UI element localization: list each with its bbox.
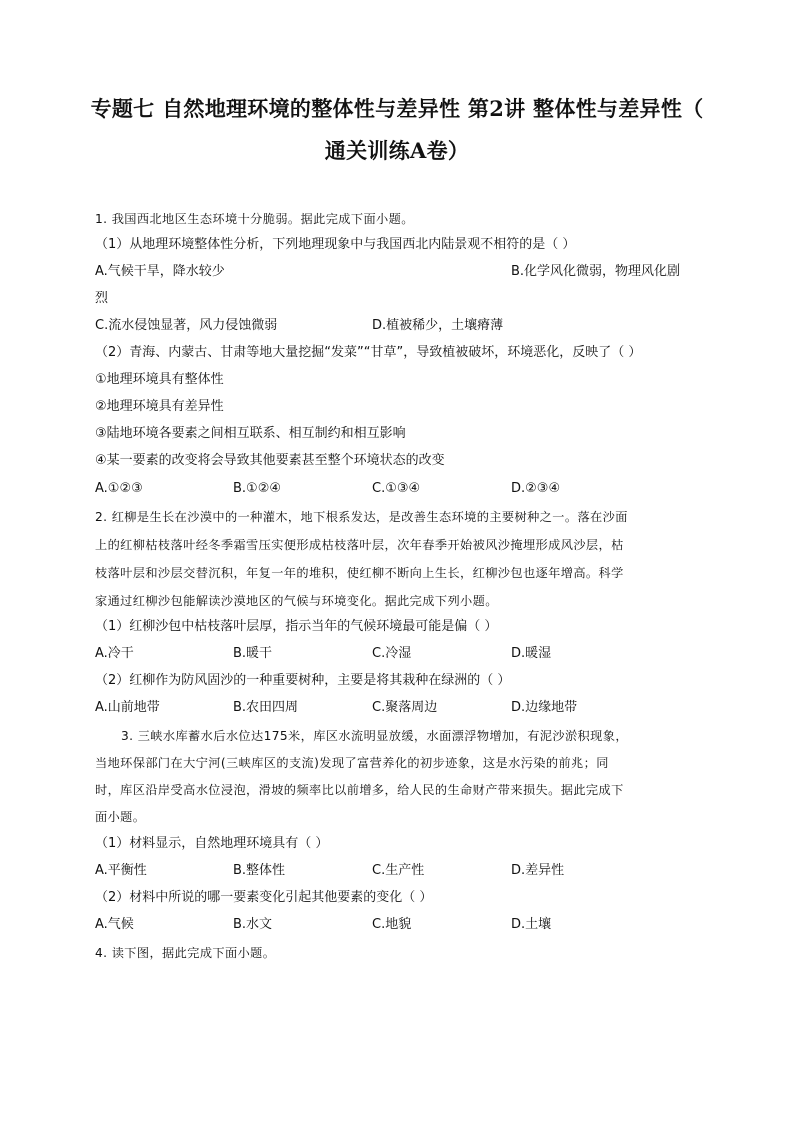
question-2-stem-line-3: 枝落叶层和沙层交替沉积，年复一年的堆积，使红柳不断向上生长，红柳沙包也逐年增高。科学	[95, 566, 624, 580]
option-3-2-c[interactable]: C.地貌	[372, 917, 412, 932]
question-2-2-text: （2）红柳作为防风固沙的一种重要树种，主要是将其栽种在绿洲的（ ）	[95, 673, 511, 688]
option-3-1-a[interactable]: A.平衡性	[95, 863, 147, 878]
option-2-2-b[interactable]: B.农田四周	[233, 700, 299, 715]
statement-3: ③陆地环境各要素之间相互联系、相互制约和相互影响	[95, 426, 406, 441]
option-2-2-a[interactable]: A.山前地带	[95, 700, 160, 715]
question-1-1-text: （1）从地理环境整体性分析，下列地理现象中与我国西北内陆景观不相符的是（ ）	[95, 237, 576, 252]
option-2-1-d[interactable]: D.暖湿	[511, 646, 552, 661]
option-3-2-d[interactable]: D.土壤	[511, 917, 552, 932]
option-1-1-b[interactable]: B.化学风化微弱，物理风化剧	[511, 264, 681, 279]
option-2-1-a[interactable]: A.冷干	[95, 646, 134, 661]
option-1-2-d[interactable]: D.②③④	[511, 481, 561, 496]
option-1-2-b[interactable]: B.①②④	[233, 481, 282, 496]
option-1-1-b-continued: 烈	[95, 291, 109, 306]
question-3-stem-line-2: 当地环保部门在大宁河(三峡库区的支流)发现了富营养化的初步迹象，这是水污染的前兆；同	[95, 756, 609, 770]
question-3-1-text: （1）材料显示，自然地理环境具有（ ）	[95, 836, 329, 851]
statement-4: ④某一要素的改变将会导致其他要素甚至整个环境状态的改变	[95, 453, 445, 468]
question-3-stem-line-1: 3. 三峡水库蓄水后水位达175米，库区水流明显放缓，水面漂浮物增加，有泥沙淤积现象，	[121, 729, 628, 743]
option-1-1-c[interactable]: C.流水侵蚀显著，风力侵蚀微弱	[95, 318, 278, 333]
page-title-line-2: 通关训练A卷）	[324, 138, 470, 163]
question-3-stem-line-4: 面小题。	[95, 810, 146, 824]
option-2-1-c[interactable]: C.冷湿	[372, 646, 412, 661]
option-1-2-a[interactable]: A.①②③	[95, 481, 143, 496]
question-3-stem-line-3: 时，库区沿岸受高水位浸泡，滑坡的频率比以前增多，给人民的生命财产带来损失。据此完成下	[95, 783, 624, 797]
statement-2: ②地理环境具有差异性	[95, 399, 224, 414]
question-2-stem-line-2: 上的红柳枯枝落叶经冬季霜雪压实便形成枯枝落叶层，次年春季开始被风沙掩埋形成风沙层，枯	[95, 538, 624, 552]
option-3-1-d[interactable]: D.差异性	[511, 863, 565, 878]
question-2-1-text: （1）红柳沙包中枯枝落叶层厚，指示当年的气候环境最可能是偏（ ）	[95, 619, 498, 634]
question-4-stem: 4. 读下图，据此完成下面小题。	[95, 946, 276, 960]
question-1-stem: 1. 我国西北地区生态环境十分脆弱。据此完成下面小题。	[95, 212, 414, 226]
question-2-stem-line-1: 2. 红柳是生长在沙漠中的一种灌木，地下根系发达，是改善生态环境的主要树种之一。落在沙面	[95, 510, 628, 524]
question-3-2-text: （2）材料中所说的哪一要素变化引起其他要素的变化（ ）	[95, 890, 433, 905]
option-1-1-d[interactable]: D.植被稀少，土壤瘠薄	[372, 318, 504, 333]
option-3-1-c[interactable]: C.生产性	[372, 863, 425, 878]
option-1-1-a[interactable]: A.气候干旱，降水较少	[95, 264, 225, 279]
question-2-stem-line-4: 家通过红柳沙包能解读沙漠地区的气候与环境变化。据此完成下列小题。	[95, 594, 498, 608]
question-1-2-text: （2）青海、内蒙古、甘肃等地大量挖掘“发菜”“甘草”，导致植被破坏，环境恶化，反映了（ ）	[95, 345, 642, 360]
option-3-1-b[interactable]: B.整体性	[233, 863, 286, 878]
option-2-2-d[interactable]: D.边缘地带	[511, 700, 578, 715]
option-1-2-c[interactable]: C.①③④	[372, 481, 421, 496]
page-title-line-1: 专题七 自然地理环境的整体性与差异性 第2讲 整体性与差异性（	[90, 96, 704, 121]
option-3-2-a[interactable]: A.气候	[95, 917, 134, 932]
option-2-1-b[interactable]: B.暖干	[233, 646, 273, 661]
option-3-2-b[interactable]: B.水文	[233, 917, 273, 932]
statement-1: ①地理环境具有整体性	[95, 372, 224, 387]
option-2-2-c[interactable]: C.聚落周边	[372, 700, 438, 715]
